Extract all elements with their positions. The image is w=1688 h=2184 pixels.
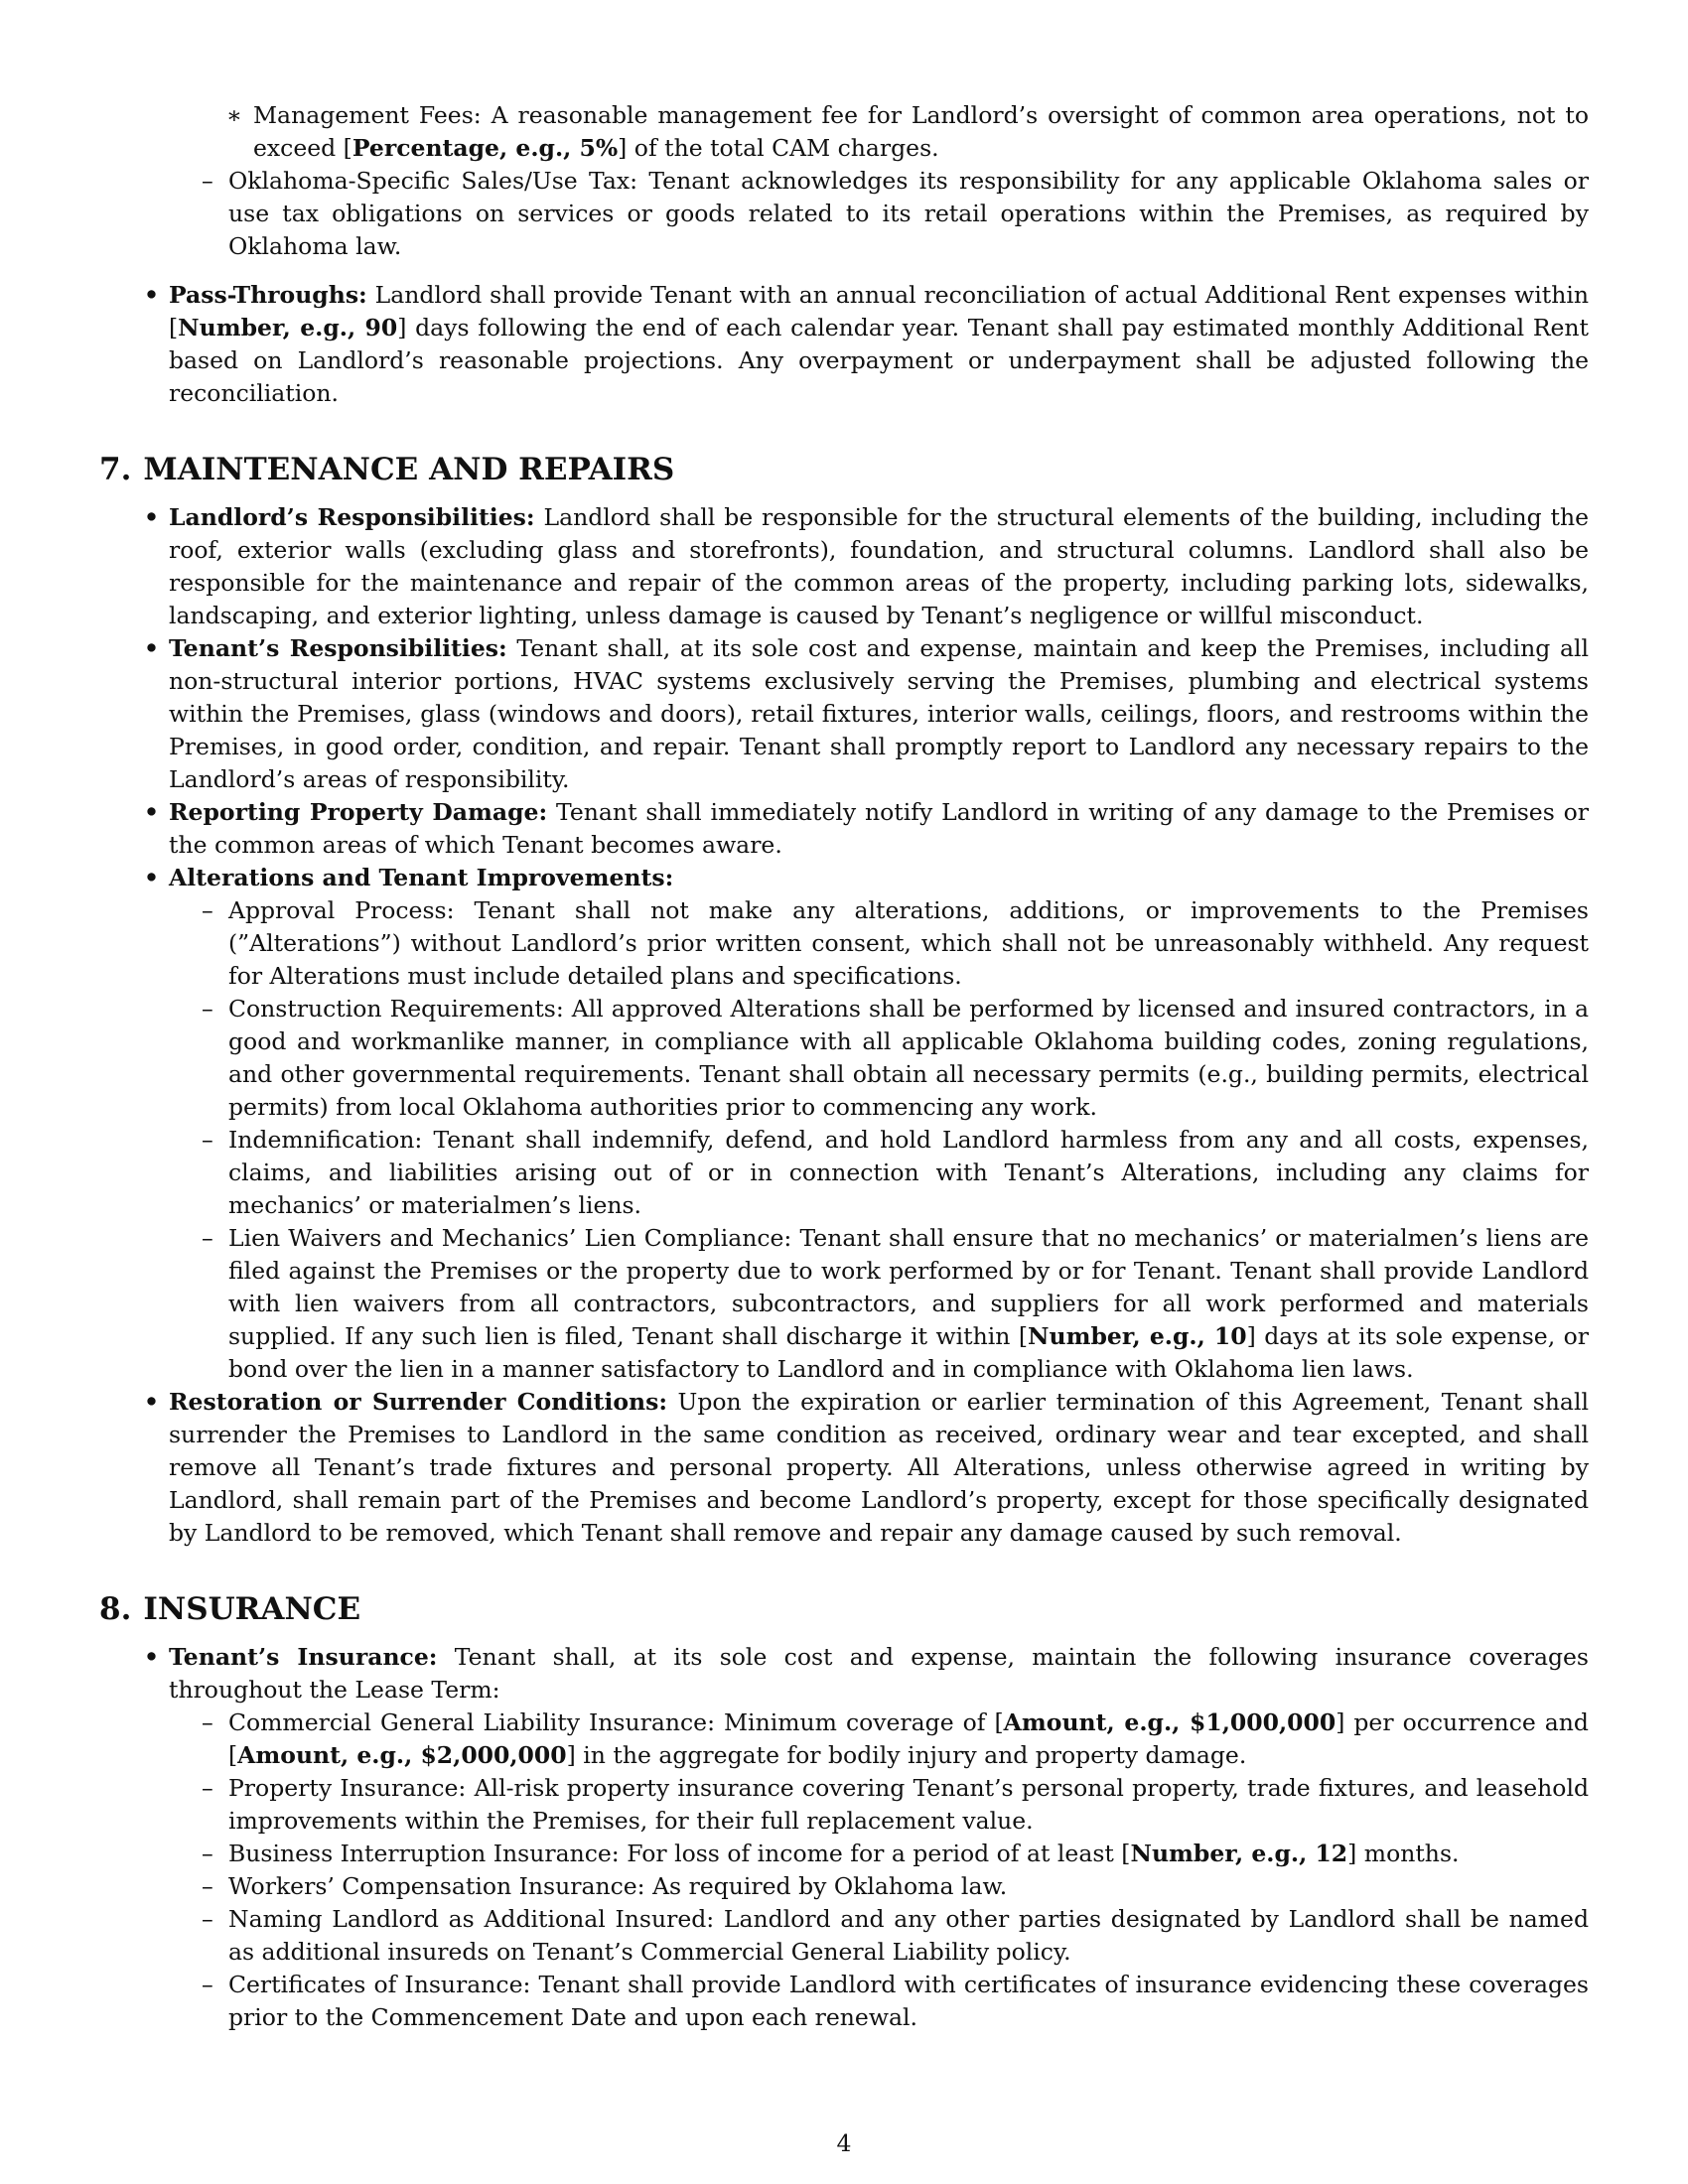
dash-marker: – — [202, 1872, 213, 1900]
dash-marker: – — [202, 167, 213, 195]
section-number: 7. — [99, 452, 132, 487]
item-label: Management Fees: — [253, 101, 482, 129]
dash-marker: – — [202, 1905, 213, 1933]
placeholder-value: Number, e.g., 10 — [1028, 1322, 1247, 1350]
bullet-marker: • — [144, 281, 160, 309]
item-reporting-damage — [144, 796, 1589, 862]
item-text: ] days at its sole expense, or bond over the lien in a manner satisfactory to Landlord and in compliance with Oklahoma lien laws. — [228, 1322, 1590, 1383]
item-text: For loss of income for a period of at least [ — [627, 1840, 1131, 1867]
dash-marker: – — [202, 1774, 213, 1802]
page-number: 4 — [836, 2129, 852, 2157]
placeholder-value: Amount, e.g., $1,000,000 — [1003, 1708, 1336, 1736]
item-business-interruption — [202, 1838, 1589, 1870]
item-text: Tenant shall provide Landlord with certificates of insurance evidencing these coverages prior to the Commencement Date and upon each renewal. — [228, 1971, 1589, 2031]
section-title: MAINTENANCE AND REPAIRS — [143, 452, 675, 487]
placeholder-value: Amount, e.g., $2,000,000 — [237, 1741, 567, 1769]
dash-marker: – — [202, 1708, 213, 1736]
item-tenant-insurance — [144, 1641, 1589, 1706]
item-additional-insured — [202, 1903, 1590, 1969]
item-label: Reporting Property Damage: — [169, 798, 548, 826]
page-content — [99, 99, 1589, 2034]
item-restoration — [144, 1386, 1589, 1550]
item-text: Tenant acknowledges its responsibility for any applicable Oklahoma sales or use tax obligations on services or goods related to its retail operations within the Premises, as required by Oklahoma law. — [228, 167, 1589, 260]
placeholder-value: Percentage, e.g., 5% — [352, 134, 619, 162]
item-label: Certificates of Insurance: — [228, 1971, 531, 1998]
item-text: Landlord shall provide Tenant with an annual reconciliation of actual Additional Rent expenses within [ — [169, 281, 1589, 341]
item-label: Business Interruption Insurance: — [228, 1840, 620, 1867]
item-label: Pass-Throughs: — [169, 281, 367, 309]
item-label: Naming Landlord as Additional Insured: — [228, 1905, 715, 1933]
item-text: Landlord shall be responsible for the structural elements of the building, including the roof, exterior walls (excluding glass and storefronts), foundation, and structural columns. Landlord shall also be responsible for the maintenance and repair of the common areas of the property, including parking lots, sidewalks, landscaping, and exterior lighting, unless damage is caused by Tenant’s negligence or willful misconduct. — [169, 503, 1589, 629]
item-text: Tenant shall indemnify, defend, and hold Landlord harmless from any and all costs, expenses, claims, and liabilities arising out of or in connection with Tenant’s Alterations, including any claims for mechanics’ or materialmen’s liens. — [228, 1126, 1589, 1219]
item-approval-process — [202, 894, 1589, 993]
item-text: Tenant shall immediately notify Landlord in writing of any damage to the Premises or the common areas of which Tenant becomes aware. — [169, 798, 1589, 859]
item-label: Property Insurance: — [228, 1774, 467, 1802]
item-text: Minimum coverage of [ — [724, 1708, 1004, 1736]
item-text: Tenant shall ensure that no mechanics’ or materialmen’s liens are filed against the Premises or the property due to work performed by or for Tenant. Tenant shall provide Landlord with lien waivers from all contractors, subcontractors, and suppliers for all work performed and materials supplied. If any such lien is filed, Tenant shall discharge it within [ — [228, 1224, 1589, 1350]
item-label: Oklahoma-Specific Sales/Use Tax: — [228, 167, 638, 195]
section-heading-maintenance — [99, 450, 1589, 489]
item-text: Upon the expiration or earlier termination of this Agreement, Tenant shall surrender the Premises to Landlord in the same condition as received, ordinary wear and tear excepted, and shall remove all Tenant’s trade fixtures and personal property. All Alterations, unless otherwise agreed in writing by Landlord, shall remain part of the Premises and become Landlord’s property, except for those specifically designated by Landlord to be removed, which Tenant shall remove and repair any damage caused by such removal. — [169, 1388, 1589, 1547]
item-landlord-responsibilities — [144, 501, 1589, 632]
placeholder-value: Number, e.g., 12 — [1130, 1840, 1348, 1867]
dash-marker: – — [202, 995, 213, 1023]
item-text: ] months. — [1347, 1840, 1460, 1867]
item-certificates — [202, 1969, 1589, 2034]
item-label: Commercial General Liability Insurance: — [228, 1708, 715, 1736]
item-cgl-insurance — [202, 1706, 1589, 1772]
item-label: Indemnification: — [228, 1126, 423, 1154]
item-label: Landlord’s Responsibilities: — [169, 503, 535, 531]
item-text: ] in the aggregate for bodily injury and property damage. — [566, 1741, 1247, 1769]
item-alterations — [144, 862, 1589, 894]
dash-marker: – — [202, 1224, 213, 1252]
bullet-marker: • — [144, 864, 160, 891]
item-text: All approved Alterations shall be performed by licensed and insured contractors, in a good and workmanlike manner, in compliance with all applicable Oklahoma building codes, zoning regulations, and other governmental requirements. Tenant shall obtain all necessary permits (e.g., building permits, electrical permits) from local Oklahoma authorities prior to commencing any work. — [228, 995, 1589, 1121]
item-label: Restoration or Surrender Conditions: — [169, 1388, 668, 1416]
bullet-marker: • — [144, 1388, 160, 1416]
item-text: ] days following the end of each calendar year. Tenant shall pay estimated monthly Additional Rent based on Landlord’s reasonable projections. Any overpayment or underpayment shall be adjusted following the reconciliation. — [169, 314, 1589, 407]
item-property-insurance — [202, 1772, 1589, 1838]
item-label: Construction Requirements: — [228, 995, 564, 1023]
section-title: INSURANCE — [143, 1591, 361, 1627]
item-text: All-risk property insurance covering Tenant’s personal property, trade fixtures, and leasehold improvements within the Premises, for their full replacement value. — [228, 1774, 1589, 1835]
asterisk-marker: ∗ — [226, 101, 242, 129]
item-text: Tenant shall, at its sole cost and expense, maintain the following insurance coverages throughout the Lease Term: — [169, 1643, 1589, 1704]
item-label: Alterations and Tenant Improvements: — [169, 864, 674, 891]
item-workers-compensation — [202, 1870, 1589, 1903]
dash-marker: – — [202, 1126, 213, 1154]
item-sales-use-tax — [202, 165, 1589, 263]
item-text: Landlord and any other parties designated by Landlord shall be named as additional insureds on Tenant’s Commercial General Liability policy. — [228, 1905, 1590, 1966]
item-text: A reasonable management fee for Landlord’s oversight of common area operations, not to exceed [ — [253, 101, 1589, 162]
item-text: ] per occurrence and [ — [228, 1708, 1589, 1769]
bullet-marker: • — [144, 1643, 160, 1671]
dash-marker: – — [202, 1840, 213, 1867]
item-lien-waivers — [202, 1222, 1590, 1386]
bullet-marker: • — [144, 503, 160, 531]
bullet-marker: • — [144, 798, 160, 826]
item-label: Tenant’s Responsibilities: — [169, 634, 507, 662]
section-heading-insurance — [99, 1589, 1589, 1629]
item-text: Tenant shall, at its sole cost and expense, maintain and keep the Premises, including all non-structural interior portions, HVAC systems exclusively serving the Premises, plumbing and electrical systems within the Premises, glass (windows and doors), retail fixtures, interior walls, ceilings, floors, and restrooms within the Premises, in good order, condition, and repair. Tenant shall promptly report to Landlord any necessary repairs to the Landlord’s areas of responsibility. — [169, 634, 1589, 793]
item-text: ] of the total CAM charges. — [618, 134, 939, 162]
bullet-marker: • — [144, 634, 160, 662]
item-label: Approval Process: — [228, 896, 455, 924]
dash-marker: – — [202, 896, 213, 924]
section-number: 8. — [99, 1591, 132, 1627]
item-label: Workers’ Compensation Insurance: — [228, 1872, 645, 1900]
placeholder-value: Number, e.g., 90 — [178, 314, 398, 341]
item-tenant-responsibilities — [144, 632, 1589, 796]
item-indemnification — [202, 1124, 1589, 1222]
dash-marker: – — [202, 1971, 213, 1998]
item-label: Tenant’s Insurance: — [169, 1643, 438, 1671]
item-construction-requirements — [202, 993, 1589, 1124]
item-text: As required by Oklahoma law. — [652, 1872, 1008, 1900]
item-label: Lien Waivers and Mechanics’ Lien Compliance: — [228, 1224, 792, 1252]
item-text: Tenant shall not make any alterations, additions, or improvements to the Premises (”Alterations”) without Landlord’s prior written consent, which shall not be unreasonably withheld. Any request for Alterations must include detailed plans and specifications. — [228, 896, 1589, 990]
item-pass-throughs — [144, 279, 1589, 410]
item-management-fees — [226, 99, 1589, 165]
